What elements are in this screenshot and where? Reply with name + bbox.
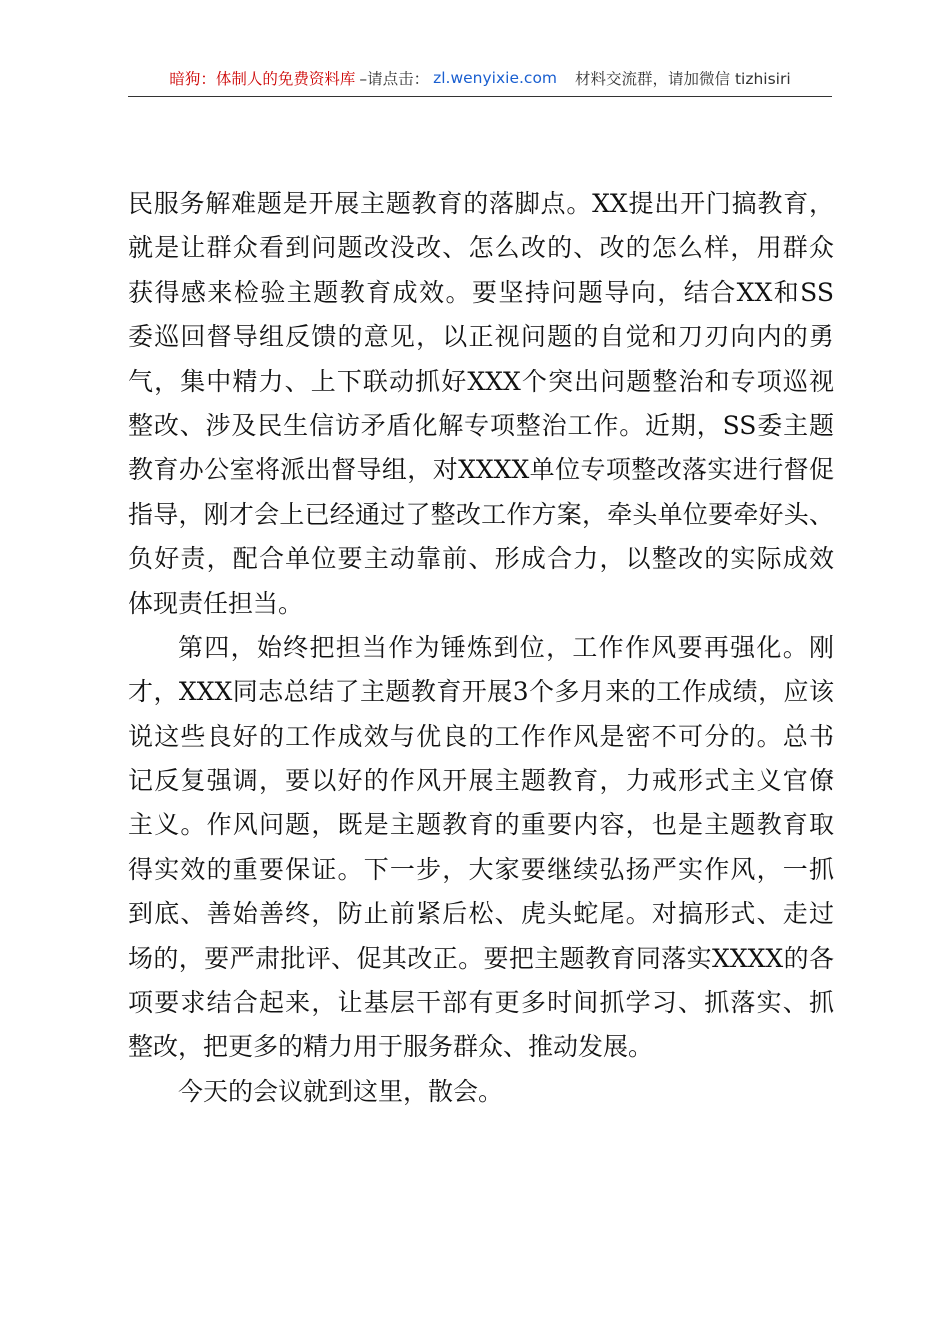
paragraph-line: 整改、涉及民生信访矛盾化解专项整治工作。近期，SS委主题 — [128, 410, 834, 440]
paragraph-line: 气，集中精力、上下联动抓好XXX个突出问题整治和专项巡视 — [128, 366, 834, 396]
header-wechat-note: 材料交流群，请加微信 tizhisiri — [575, 70, 791, 88]
paragraph-line: 主义。作风问题，既是主题教育的重要内容，也是主题教育取 — [128, 810, 834, 840]
paragraph-line: 项要求结合起来，让基层干部有更多时间抓学习、抓落实、抓 — [128, 988, 834, 1018]
header-prompt: –请点击： — [359, 70, 430, 88]
paragraph-line: 民服务解难题是开展主题教育的落脚点。XX提出开门搞教育， — [128, 189, 834, 218]
paragraph-line: 记反复强调，要以好的作风开展主题教育，力戒形式主义官僚 — [128, 766, 834, 796]
paragraph-2 — [128, 626, 834, 1070]
paragraph-line: 体现责任担当。 — [128, 588, 304, 618]
header-brand: 暗狗：体制人的免费资料库 — [169, 70, 356, 88]
paragraph-line: 就是让群众看到问题改没改、怎么改的、改的怎么样，用群众 — [128, 233, 834, 263]
paragraph-line: 第四，始终把担当作为锤炼到位，工作作风要再强化。刚 — [178, 632, 834, 662]
page-header — [128, 60, 832, 97]
paragraph-line: 场的，要严肃批评、促其改正。要把主题教育同落实XXXX的各 — [128, 943, 834, 973]
paragraph-line: 委巡回督导组反馈的意见，以正视问题的自觉和刀刃向内的勇 — [128, 322, 834, 352]
paragraph-line: 负好责，配合单位要主动靠前、形成合力，以整改的实际成效 — [128, 544, 834, 574]
paragraph-line: 得实效的重要保证。下一步，大家要继续弘扬严实作风，一抓 — [128, 854, 834, 884]
paragraph-3 — [128, 1070, 834, 1114]
paragraph-line: 才，XXX同志总结了主题教育开展3个多月来的工作成绩，应该 — [128, 677, 834, 707]
paragraph-line: 获得感来检验主题教育成效。要坚持问题导向，结合XX和SS — [128, 277, 834, 307]
paragraph-line: 说这些良好的工作成效与优良的工作作风是密不可分的。总书 — [128, 721, 834, 751]
paragraph-1 — [128, 182, 834, 626]
paragraph-line: 到底、善始善终，防止前紧后松、虎头蛇尾。对搞形式、走过 — [128, 899, 834, 929]
paragraph-line: 教育办公室将派出督导组，对XXXX单位专项整改落实进行督促 — [128, 455, 834, 485]
header-link[interactable]: zl.wenyixie.com — [433, 69, 558, 87]
document-body — [128, 182, 834, 1114]
paragraph-line: 今天的会议就到这里，散会。 — [178, 1076, 504, 1106]
paragraph-line: 整改，把更多的精力用于服务群众、推动发展。 — [128, 1032, 654, 1062]
paragraph-line: 指导，刚才会上已经通过了整改工作方案，牵头单位要牵好头、 — [128, 499, 834, 529]
